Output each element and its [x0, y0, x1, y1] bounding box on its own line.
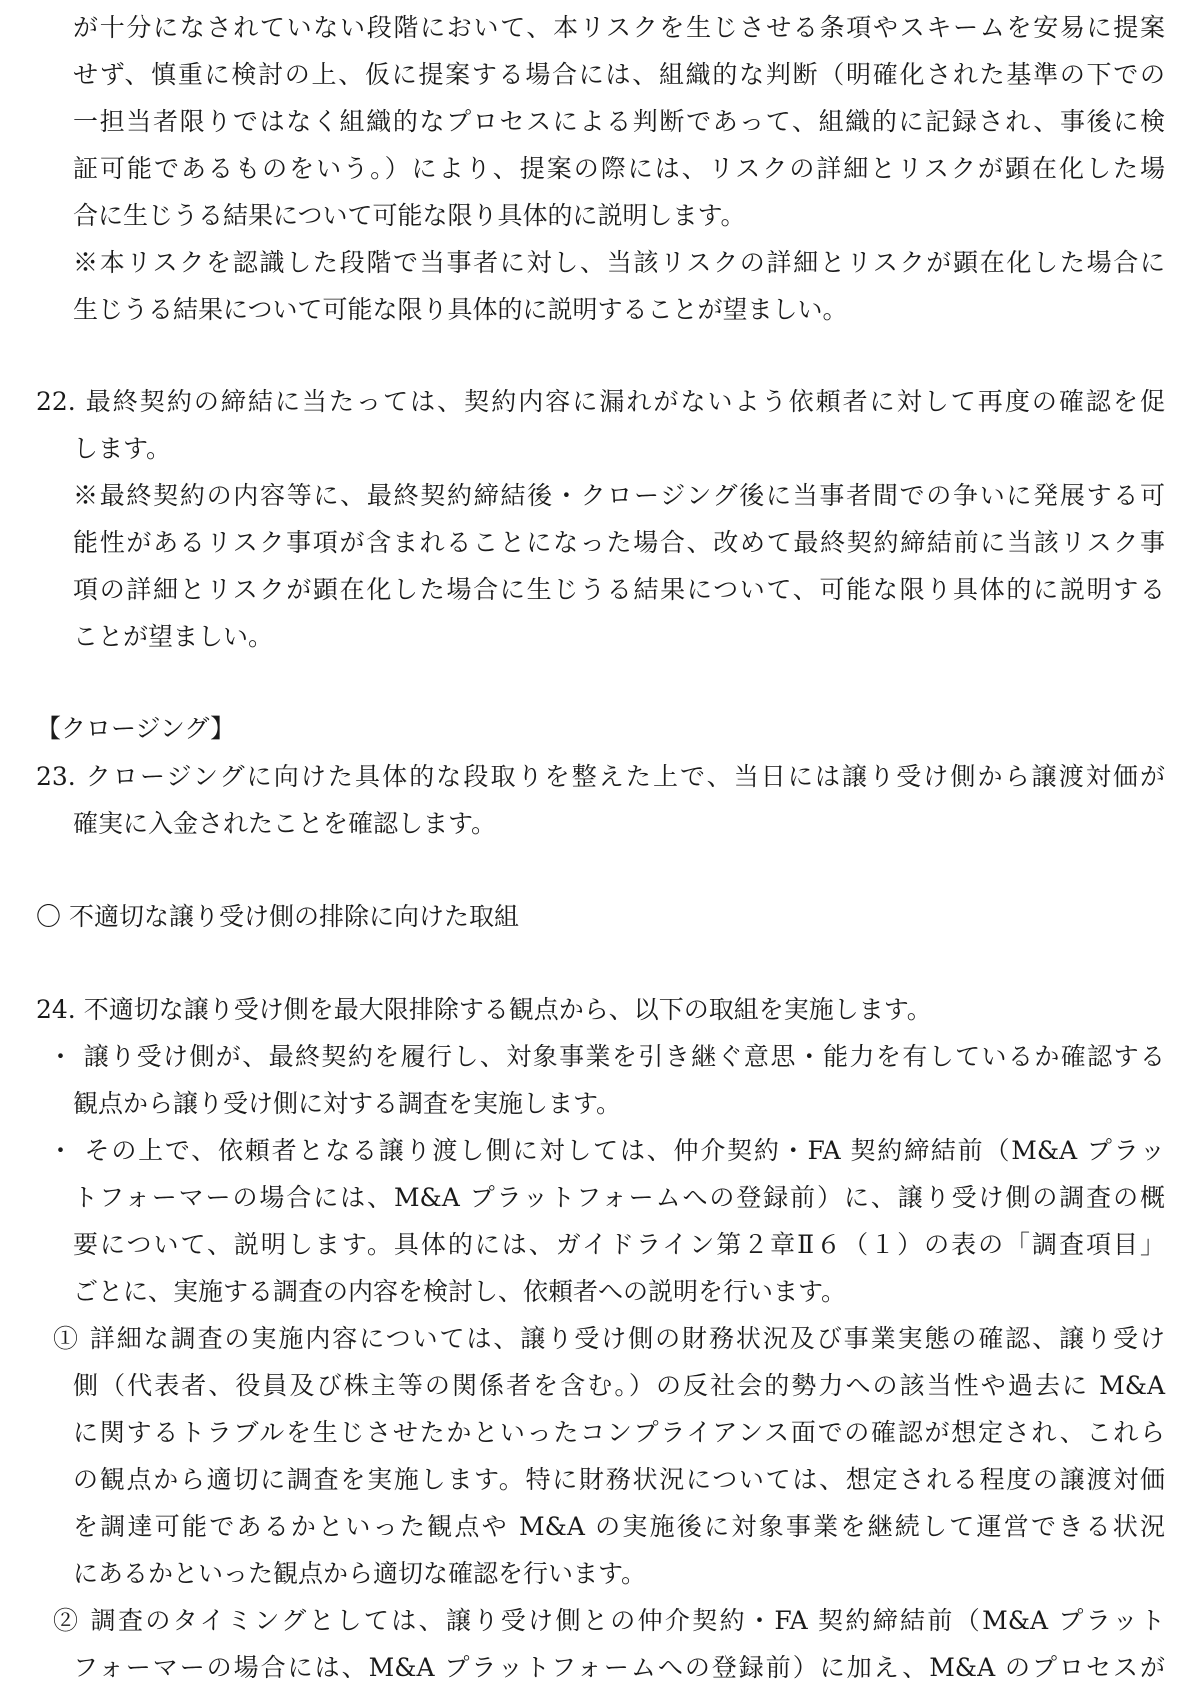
text-line: 側（代表者、役員及び株主等の関係者を含む。）の反社会的勢力への該当性や過去に M&A: [73, 1371, 1165, 1400]
numbered-subitem-2-line: ② 調査のタイミングとしては、譲り受け側との仲介契約・FA 契約締結前（M&A プラット: [53, 1606, 1165, 1635]
text-line: フォーマーの場合には、M&A プラットフォームへの登録前）に加え、M&A のプロセスが: [73, 1653, 1165, 1682]
text-line: せず、慎重に検討の上、仮に提案する場合には、組織的な判断（明確化された基準の下での: [73, 60, 1165, 89]
text-line: 確実に入金されたことを確認します。: [73, 809, 497, 838]
text-line: にあるかといった観点から適切な確認を行います。: [73, 1559, 647, 1588]
item-24-line: 24. 不適切な譲り受け側を最大限排除する観点から、以下の取組を実施します。: [36, 995, 932, 1024]
note-line: ことが望ましい。: [73, 622, 274, 651]
note-line: 能性があるリスク事項が含まれることになった場合、改めて最終契約締結前に当該リスク事: [73, 528, 1165, 557]
numbered-subitem-1-line: ① 詳細な調査の実施内容については、譲り受け側の財務状況及び事業実態の確認、譲り受け: [53, 1324, 1165, 1353]
text-line: 証可能であるものをいう。）により、提案の際には、リスクの詳細とリスクが顕在化した場: [73, 154, 1165, 183]
note-line: ※本リスクを認識した段階で当事者に対し、当該リスクの詳細とリスクが顕在化した場合に: [73, 248, 1165, 277]
text-line: します。: [73, 434, 172, 463]
section-heading-exclusion: 〇 不適切な譲り受け側の排除に向けた取組: [36, 902, 519, 931]
note-line: 生じうる結果について可能な限り具体的に説明することが望ましい。: [73, 295, 848, 324]
text-line: が十分になされていない段階において、本リスクを生じさせる条項やスキームを安易に提案: [73, 13, 1165, 42]
text-line: の観点から適切に調査を実施します。特に財務状況については、想定される程度の譲渡対価: [73, 1465, 1165, 1494]
item-23-line: 23. クロージングに向けた具体的な段取りを整えた上で、当日には譲り受け側から譲渡対価が: [36, 762, 1165, 791]
text-line: を調達可能であるかといった観点や M&A の実施後に対象事業を継続して運営できる状況: [73, 1512, 1165, 1541]
section-heading-closing: 【クロージング】: [36, 714, 236, 743]
note-line: 項の詳細とリスクが顕在化した場合に生じうる結果について、可能な限り具体的に説明する: [73, 575, 1165, 604]
text-line: ごとに、実施する調査の内容を検討し、依頼者への説明を行います。: [73, 1277, 847, 1306]
bullet-line: ・ 譲り受け側が、最終契約を履行し、対象事業を引き継ぐ意思・能力を有しているか確認する: [48, 1042, 1165, 1071]
note-line: ※最終契約の内容等に、最終契約締結後・クロージング後に当事者間での争いに発展する可: [73, 481, 1165, 510]
item-22-line: 22. 最終契約の締結に当たっては、契約内容に漏れがないよう依頼者に対して再度の確認を促: [36, 387, 1165, 416]
text-line: 観点から譲り受け側に対する調査を実施します。: [73, 1089, 622, 1118]
text-line: 要について、説明します。具体的には、ガイドライン第２章Ⅱ６（１）の表の「調査項目」: [73, 1230, 1165, 1259]
text-line: 一担当者限りではなく組織的なプロセスによる判断であって、組織的に記録され、事後に検: [73, 107, 1165, 136]
text-line: 合に生じうる結果について可能な限り具体的に説明します。: [73, 201, 746, 230]
text-line: に関するトラブルを生じさせたかといったコンプライアンス面での確認が想定され、これら: [73, 1418, 1165, 1447]
bullet-line: ・ その上で、依頼者となる譲り渡し側に対しては、仲介契約・FA 契約締結前（M&A プラッ: [48, 1136, 1165, 1165]
text-line: トフォーマーの場合には、M&A プラットフォームへの登録前）に、譲り受け側の調査の概: [73, 1183, 1165, 1212]
